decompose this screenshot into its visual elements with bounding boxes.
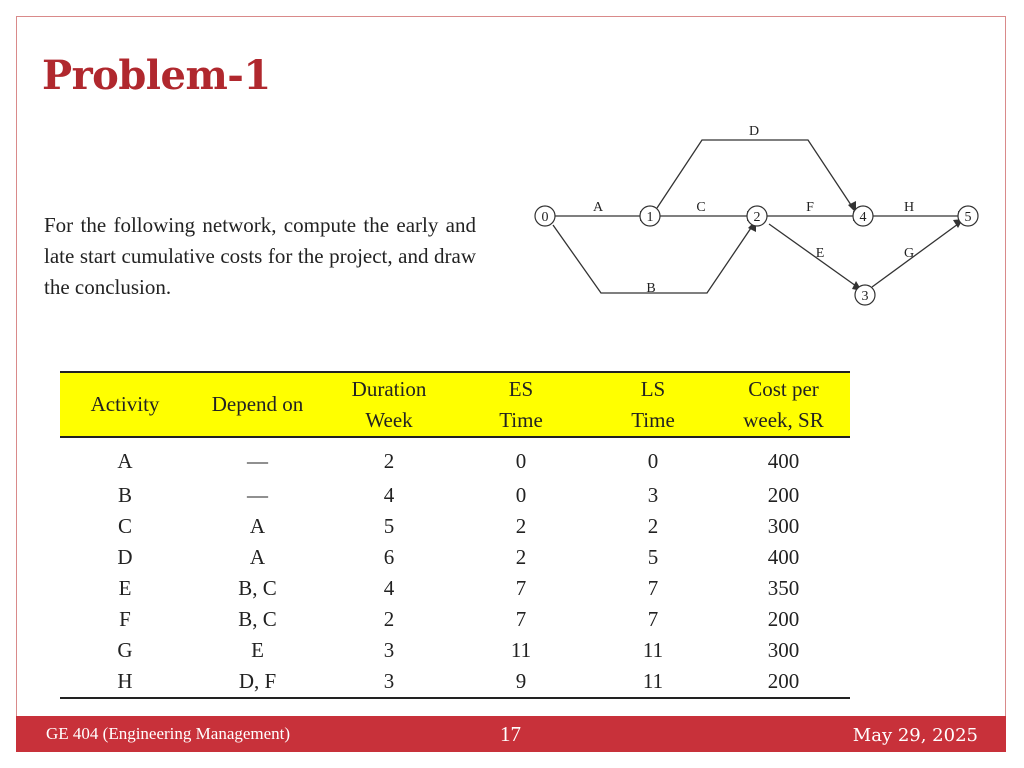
table-row: D A 6 2 5 400: [117, 545, 800, 569]
activity-table: [60, 371, 850, 699]
activity-label: A: [592, 200, 604, 215]
activity-label: F: [806, 200, 814, 215]
node-label: 0: [541, 210, 549, 225]
activity-label: H: [903, 200, 915, 215]
network-diagram: [520, 115, 990, 310]
table-row: C A 5 2 2 300: [117, 514, 800, 538]
activity-label: G: [903, 246, 915, 261]
table-row: G E 3 11 11 300: [117, 638, 800, 662]
table-row: H D, F 3 9 11 200: [60, 666, 850, 698]
node-label: 2: [753, 210, 761, 225]
arrow-g: [872, 224, 958, 287]
header-depend-on: Depend on: [190, 372, 325, 437]
footer-date: May 29, 2025: [852, 725, 978, 746]
node-label: 3: [861, 289, 869, 304]
table-row: B — 4 0 3 200: [117, 483, 800, 507]
node-label: 5: [964, 210, 972, 225]
node-label: 4: [859, 210, 867, 225]
activity-label: B: [646, 281, 656, 296]
table-row: F B, C 2 7 7 200: [119, 607, 800, 631]
activity-label: D: [748, 124, 760, 139]
footer-bar: [16, 716, 1006, 752]
arrow-d: [657, 140, 853, 208]
table-row: A — 2 0 0 400: [117, 449, 800, 473]
node-label: 1: [646, 210, 654, 225]
header-cost: Cost per week, SR: [717, 372, 850, 437]
header-ls: LS Time: [589, 372, 717, 437]
problem-description: For the following network, compute the early and late start cumulative costs for the project, and draw the conclusion.: [44, 213, 476, 299]
header-duration: Duration Week: [325, 372, 453, 437]
arrow-e: [769, 224, 856, 286]
header-activity: Activity: [60, 372, 190, 437]
header-es: ES Time: [453, 372, 589, 437]
table-row: E B, C 4 7 7 350: [118, 576, 800, 600]
activity-label: E: [815, 246, 825, 261]
table-header-row: [60, 372, 850, 437]
slide-title: Problem-1: [42, 52, 271, 99]
footer-course: GE 404 (Engineering Management): [46, 724, 291, 743]
footer-page-number: 17: [500, 722, 521, 746]
activity-label: C: [696, 200, 706, 215]
